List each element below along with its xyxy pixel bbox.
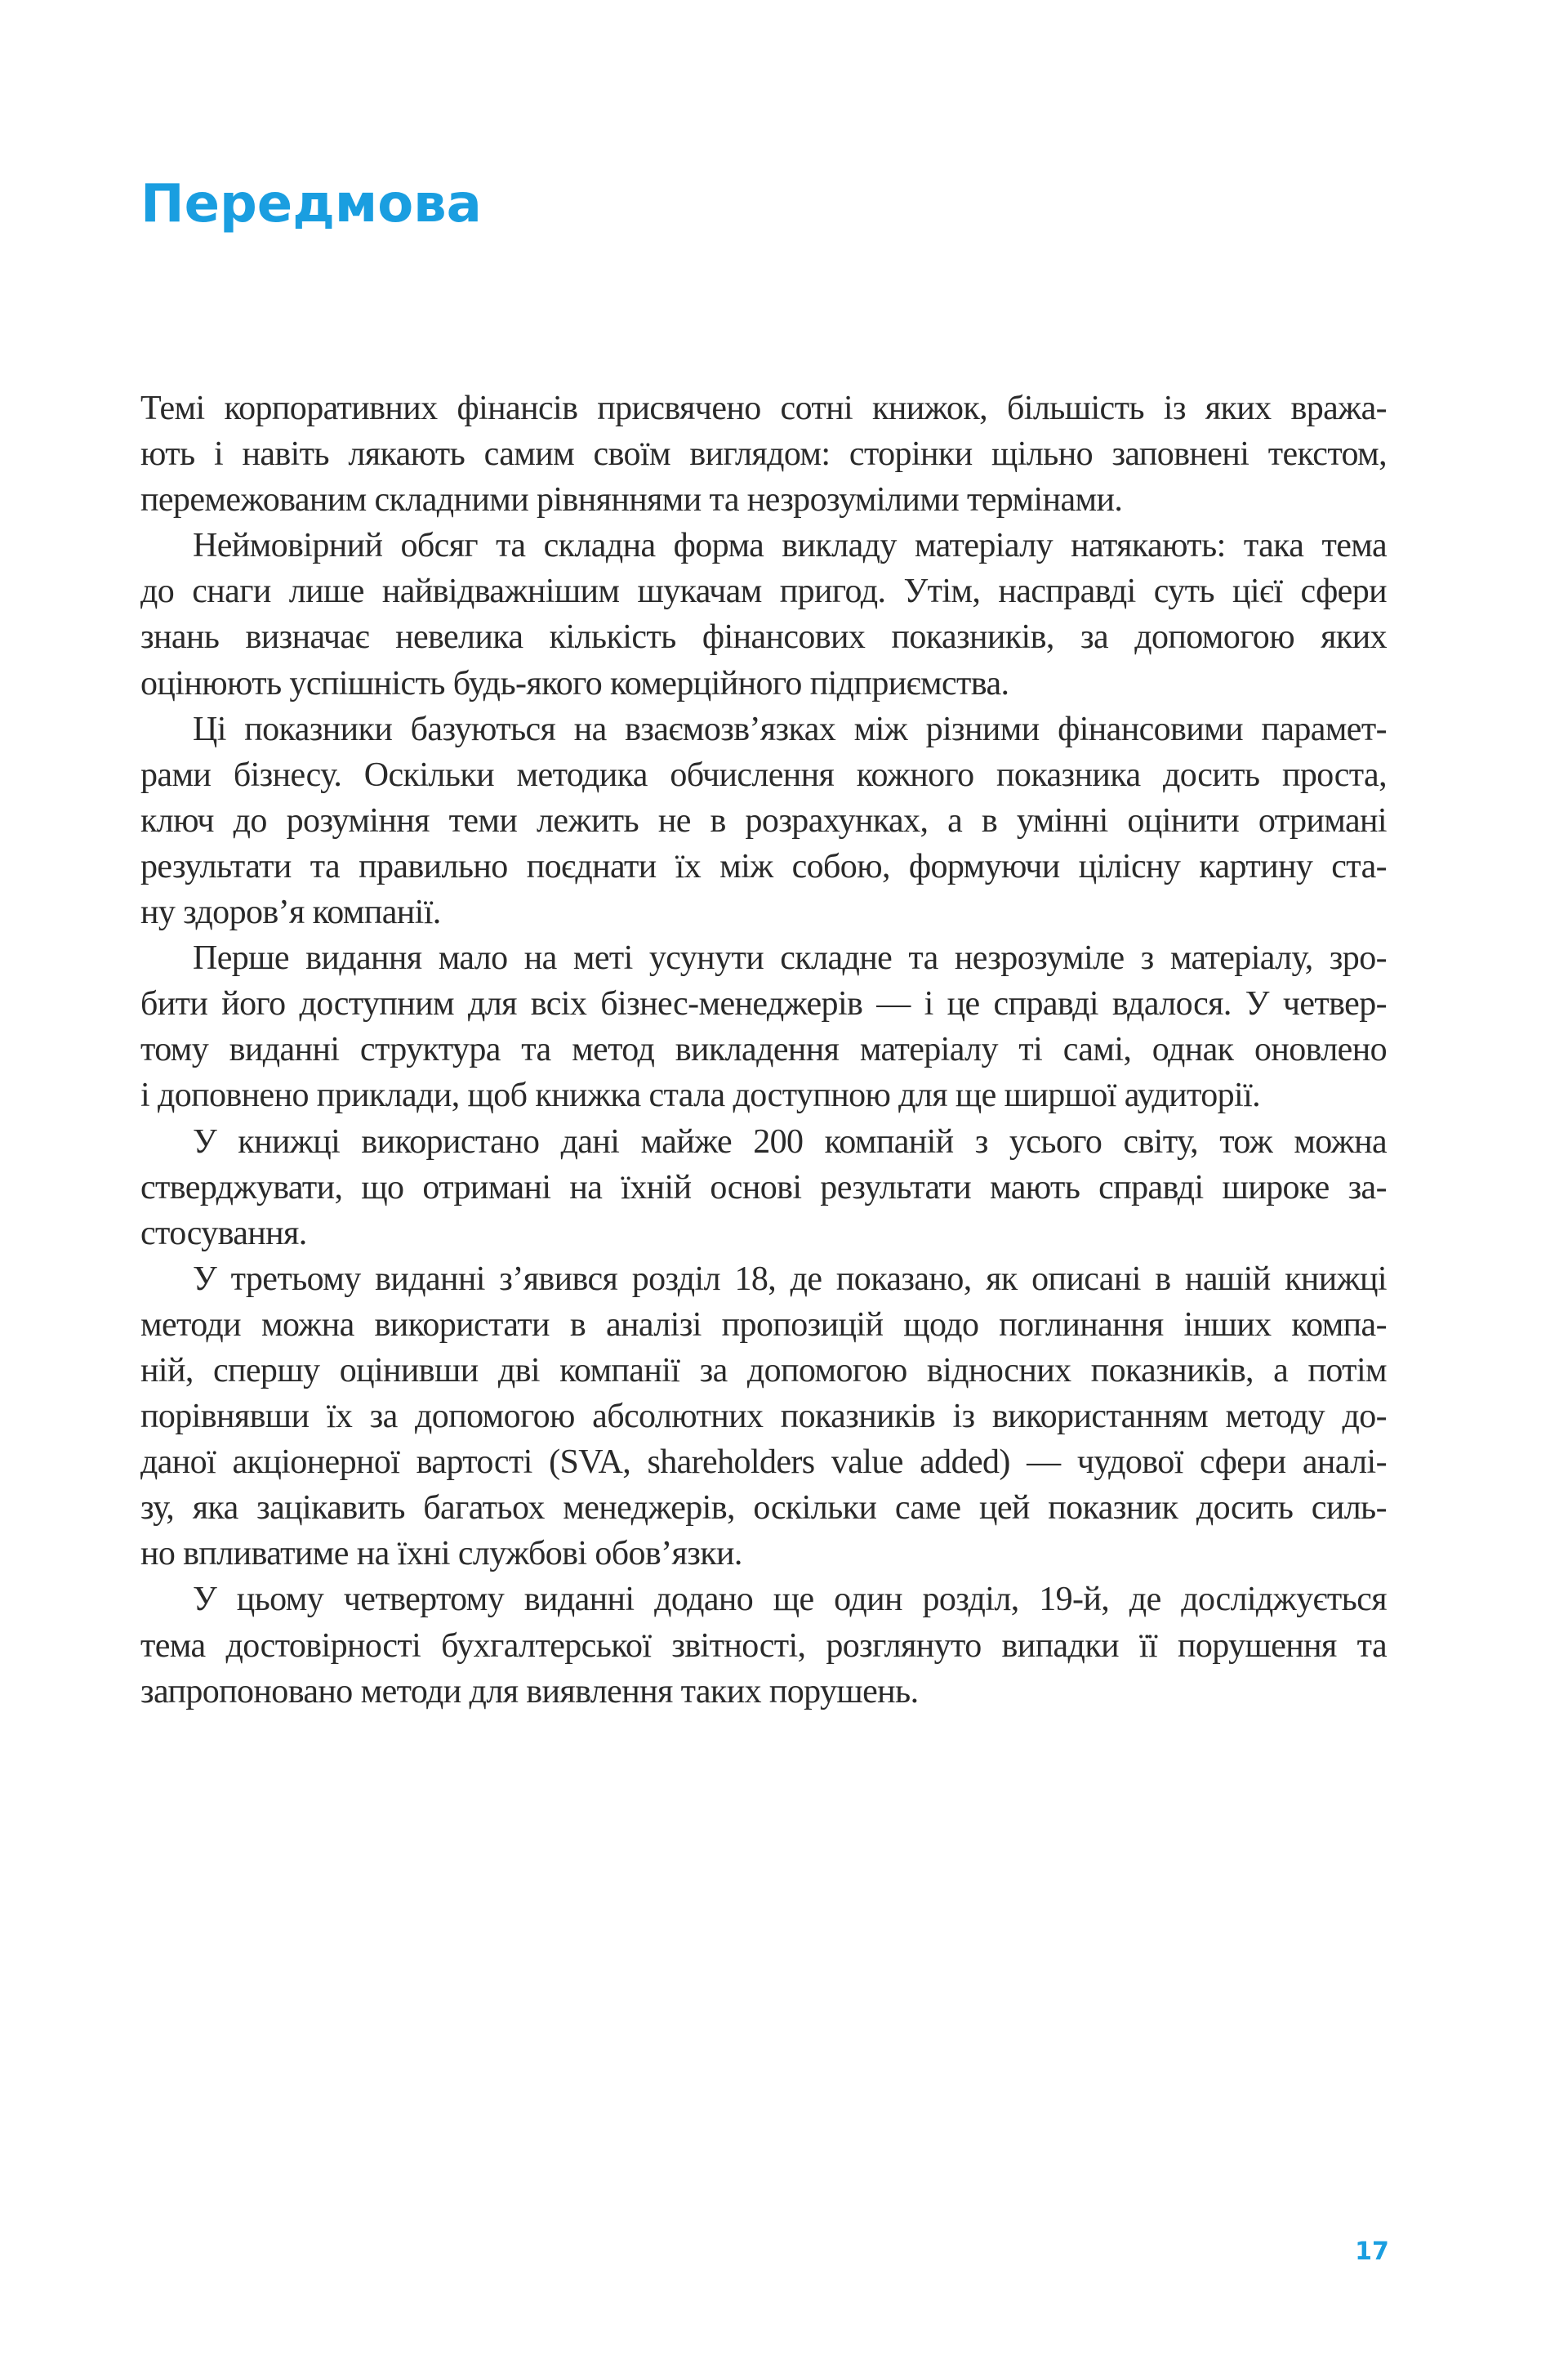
text-line: бити його доступним для всіх бізнес-менеджерів — і це справді вдалося. У четвер- <box>140 985 1387 1024</box>
text-line: зу, яка зацікавить багатьох менеджерів, оскільки саме цей показник досить силь- <box>140 1489 1387 1528</box>
text-line: У книжці використано дані майже 200 компаній з усього світу, тож можна <box>193 1122 1387 1161</box>
text-line: оцінюють успішність будь-якого комерційного підприємства. <box>140 664 1009 702</box>
text-line: даної акціонерної вартості (SVA, shareholders value added) — чудової сфери аналі- <box>140 1443 1387 1482</box>
paragraph-6 <box>140 1256 1387 1577</box>
text-line: Перше видання мало на меті усунути складне та незрозуміле з матеріалу, зро- <box>193 939 1387 978</box>
text-line: Ці показники базуються на взаємозв’язках між різними фінансовими парамет- <box>193 710 1387 748</box>
paragraph-4 <box>140 935 1387 1118</box>
text-line: Темі корпоративних фінансів присвячено сотні книжок, більшість із яких вража- <box>140 390 1387 427</box>
text-line: Неймовірний обсяг та складна форма викладу матеріалу натякають: така тема <box>193 527 1387 565</box>
text-line: знань визначає невелика кількість фінансових показників, за допомогою яких <box>140 618 1387 657</box>
text-line: У третьому виданні з’явився розділ 18, де показано, як описані в нашій книжці <box>193 1260 1387 1298</box>
paragraph-7 <box>140 1577 1387 1714</box>
text-line: но впливатиме на їхні службові обов’язки. <box>140 1535 742 1573</box>
text-line: ють і навіть лякають самим своїм виглядом: сторінки щільно заповнені текстом, <box>140 435 1387 474</box>
text-line: рами бізнесу. Оскільки методика обчислення кожного показника досить проста, <box>140 756 1387 794</box>
paragraph-1 <box>140 386 1387 523</box>
text-line: результати та правильно поєднати їх між собою, формуючи цілісну картину ста- <box>140 847 1387 885</box>
text-line: до снаги лише найвідважнішим шукачам пригод. Утім, насправді суть цієї сфери <box>140 573 1387 611</box>
text-line: запропоновано методи для виявлення таких порушень. <box>140 1672 919 1710</box>
text-line: стверджувати, що отримані на їхній основі результати мають справді широке за- <box>140 1168 1387 1206</box>
text-line: тому виданні структура та метод викладення матеріалу ті самі, однак оновлено <box>140 1031 1387 1069</box>
paragraph-2 <box>140 523 1387 706</box>
text-line: методи можна використати в аналізі пропозицій щодо поглинання інших компа- <box>140 1305 1387 1344</box>
chapter-title: Передмова <box>140 174 482 234</box>
text-line: і доповнено приклади, щоб книжка стала доступною для ще ширшої аудиторії. <box>140 1077 1261 1115</box>
text-line: тема достовірності бухгалтерської звітності, розглянуто випадки її порушення та <box>140 1626 1387 1665</box>
text-line: ключ до розуміння теми лежить не в розрахунках, а в умінні оцінити отримані <box>140 801 1387 840</box>
text-line: У цьому четвертому виданні додано ще один розділ, 19-й, де досліджується <box>193 1581 1387 1619</box>
text-line: перемежованим складними рівняннями та незрозумілими термінами. <box>140 481 1123 520</box>
paragraph-5 <box>140 1119 1387 1256</box>
text-line: ній, спершу оцінивши дві компанії за допомогою відносних показників, а потім <box>140 1351 1387 1389</box>
text-line: порівнявши їх за допомогою абсолютних показників із використанням методу до- <box>140 1398 1387 1436</box>
text-line: ну здоров’я компанії. <box>140 894 441 932</box>
body-text <box>140 386 1387 1715</box>
paragraph-3 <box>140 707 1387 935</box>
page-number: 17 <box>1355 2237 1389 2266</box>
text-line: стосування. <box>140 1214 307 1252</box>
